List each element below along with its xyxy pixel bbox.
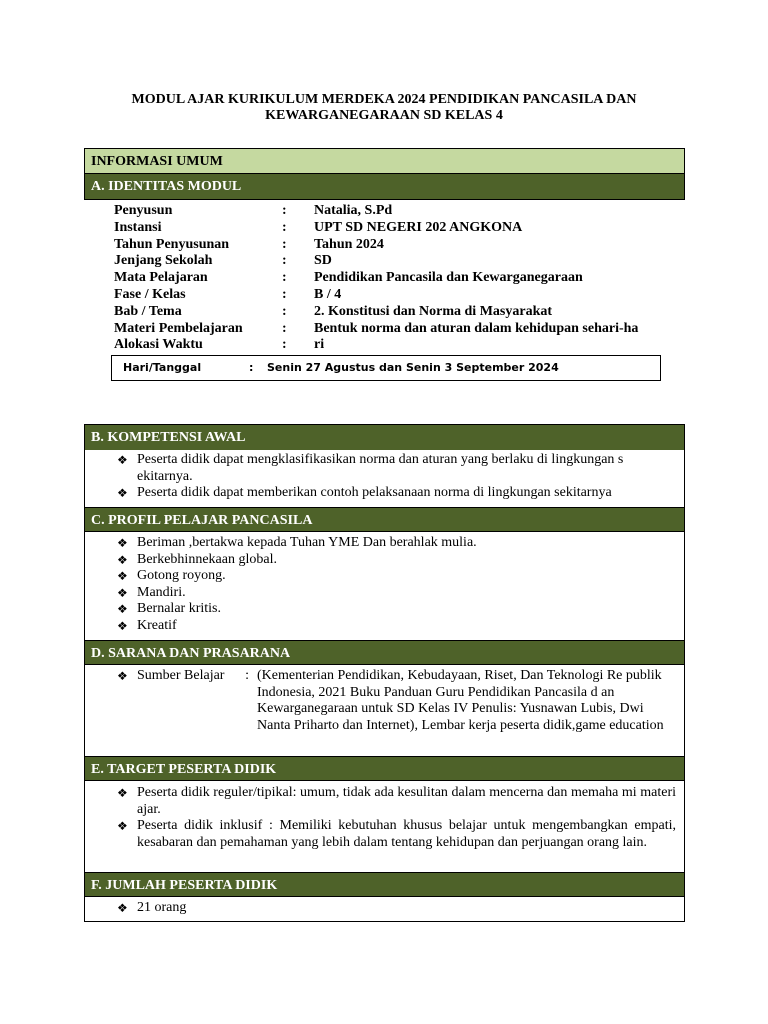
identitas-value: B / 4: [314, 286, 342, 302]
sumber-belajar-label: Sumber Belajar :: [137, 668, 249, 683]
list-item: ❖ Peserta didik dapat mengklasifikasikan norma dan aturan yang berlaku di lingkungan s ekitarnya.: [117, 452, 624, 484]
title-line-2: KEWARGANEGARAAN SD KELAS 4: [265, 108, 503, 123]
list-item: ❖ Bernalar kritis.: [117, 601, 221, 616]
list-item: ❖ Mandiri.: [117, 584, 186, 600]
identitas-row: [114, 203, 638, 220]
list-item: ❖ Kreatif: [117, 617, 177, 633]
sections-box: [84, 424, 685, 922]
diamond-bullet-icon: ❖: [117, 669, 128, 683]
identitas-value: Pendidikan Pancasila dan Kewarganegaraan: [314, 270, 583, 286]
jumlah-peserta-body: [85, 897, 684, 921]
identitas-key: Jenjang Sekolah: [114, 253, 213, 269]
list-item: ❖ Beriman ,bertakwa kepada Tuhan YME Dan berahlak mulia.: [117, 535, 477, 550]
identitas-sep: :: [282, 320, 287, 336]
diamond-bullet-icon: ❖: [117, 901, 128, 915]
diamond-bullet-icon: ❖: [117, 602, 128, 616]
identitas-row: [114, 321, 638, 338]
identitas-key: Instansi: [114, 219, 162, 235]
target-peserta-body: [85, 781, 684, 872]
list-item: ❖ Peserta didik dapat memberikan contoh pelaksanaan norma di lingkungan sekitarnya: [117, 485, 612, 500]
identitas-key: Materi Pembelajaran: [114, 320, 243, 336]
identitas-row: [114, 237, 638, 254]
identitas-value: SD: [314, 253, 332, 269]
identitas-sep: :: [282, 303, 287, 319]
kompetensi-awal-body: [85, 450, 684, 507]
profil-pelajar-heading: C. PROFIL PELAJAR PANCASILA: [85, 507, 684, 532]
document-title: [84, 92, 684, 124]
identitas-row: [114, 270, 638, 287]
diamond-bullet-icon: ❖: [117, 585, 128, 600]
sarana-prasarana-heading: D. SARANA DAN PRASARANA: [85, 640, 684, 665]
identitas-value: 2. Konstitusi dan Norma di Masyarakat: [314, 303, 553, 319]
list-item: [117, 668, 676, 734]
identitas-sep: :: [282, 337, 287, 353]
hari-tanggal-sep: :: [249, 361, 254, 374]
identitas-value: Bentuk norma dan aturan dalam kehidupan sehari-ha: [314, 320, 639, 336]
identitas-modul-heading: A. IDENTITAS MODUL: [85, 174, 684, 199]
identitas-sep: :: [282, 253, 287, 269]
identitas-key: Alokasi Waktu: [114, 337, 203, 353]
diamond-bullet-icon: ❖: [117, 618, 128, 633]
identitas-key: Tahun Penyusunan: [114, 236, 230, 252]
informasi-umum-heading: INFORMASI UMUM: [85, 149, 684, 174]
title-line-1: MODUL AJAR KURIKULUM MERDEKA 2024 PENDIDIKAN PANCASILA DAN: [131, 92, 637, 107]
diamond-bullet-icon: ❖: [117, 552, 128, 567]
identitas-value: Natalia, S.Pd: [314, 203, 393, 218]
identitas-row: [114, 287, 638, 304]
identitas-value: ri: [314, 337, 325, 353]
informasi-umum-box: [84, 148, 685, 200]
identitas-value: UPT SD NEGERI 202 ANGKONA: [314, 219, 523, 235]
diamond-bullet-icon: ❖: [117, 819, 128, 833]
sumber-belajar-text: (Kementerian Pendidikan, Kebudayaan, Riset, Dan Teknologi Re publik Indonesia, 2021 Buku Panduan Guru Pendidikan Pancasila d an Kewarganegaraan untuk SD Kelas IV Penulis: Yusnawan Lubis, Dwi Nanta Priharto dan Internet), Lembar kerja peserta didik,game education: [257, 668, 664, 733]
diamond-bullet-icon: ❖: [117, 453, 128, 467]
identitas-sep: :: [282, 236, 287, 252]
diamond-bullet-icon: ❖: [117, 786, 128, 800]
hari-tanggal-value: Senin 27 Agustus dan Senin 3 September 2024: [267, 361, 559, 374]
identitas-list: [114, 203, 638, 354]
hari-tanggal-key: Hari/Tanggal: [123, 361, 202, 374]
sarana-prasarana-body: [85, 665, 684, 756]
profil-pelajar-body: [85, 532, 684, 640]
list-item: ❖ Berkebhinnekaan global.: [117, 551, 277, 567]
identitas-value: Tahun 2024: [314, 236, 384, 252]
jumlah-peserta-heading: F. JUMLAH PESERTA DIDIK: [85, 872, 684, 897]
identitas-row: [114, 220, 638, 237]
identitas-sep: :: [282, 270, 287, 286]
list-item: ❖ Gotong royong.: [117, 568, 226, 583]
list-item: ❖ Peserta didik inklusif : Memiliki kebutuhan khusus belajar untuk mengembangkan empati, kesabaran dan pemahaman yang lebih dalam tentang kehidupan dan perjuangan orang lain.: [117, 818, 676, 850]
list-item: ❖ Peserta didik reguler/tipikal: umum, tidak ada kesulitan dalam mencerna dan memaha mi materi ajar.: [117, 785, 676, 817]
identitas-key: Fase / Kelas: [114, 286, 186, 302]
identitas-key: Bab / Tema: [114, 303, 182, 319]
list-item: ❖ 21 orang: [117, 900, 187, 915]
hari-tanggal-box: [111, 355, 661, 381]
diamond-bullet-icon: ❖: [117, 536, 128, 550]
kompetensi-awal-heading: B. KOMPETENSI AWAL: [85, 425, 684, 450]
target-peserta-heading: E. TARGET PESERTA DIDIK: [85, 756, 684, 781]
identitas-key: Penyusun: [114, 203, 173, 218]
diamond-bullet-icon: ❖: [117, 486, 128, 500]
identitas-sep: :: [282, 203, 287, 218]
identitas-row: [114, 337, 638, 354]
identitas-row: [114, 253, 638, 270]
identitas-sep: :: [282, 286, 287, 302]
diamond-bullet-icon: ❖: [117, 569, 128, 583]
identitas-sep: :: [282, 219, 287, 235]
identitas-key: Mata Pelajaran: [114, 270, 208, 286]
identitas-row: [114, 304, 638, 321]
